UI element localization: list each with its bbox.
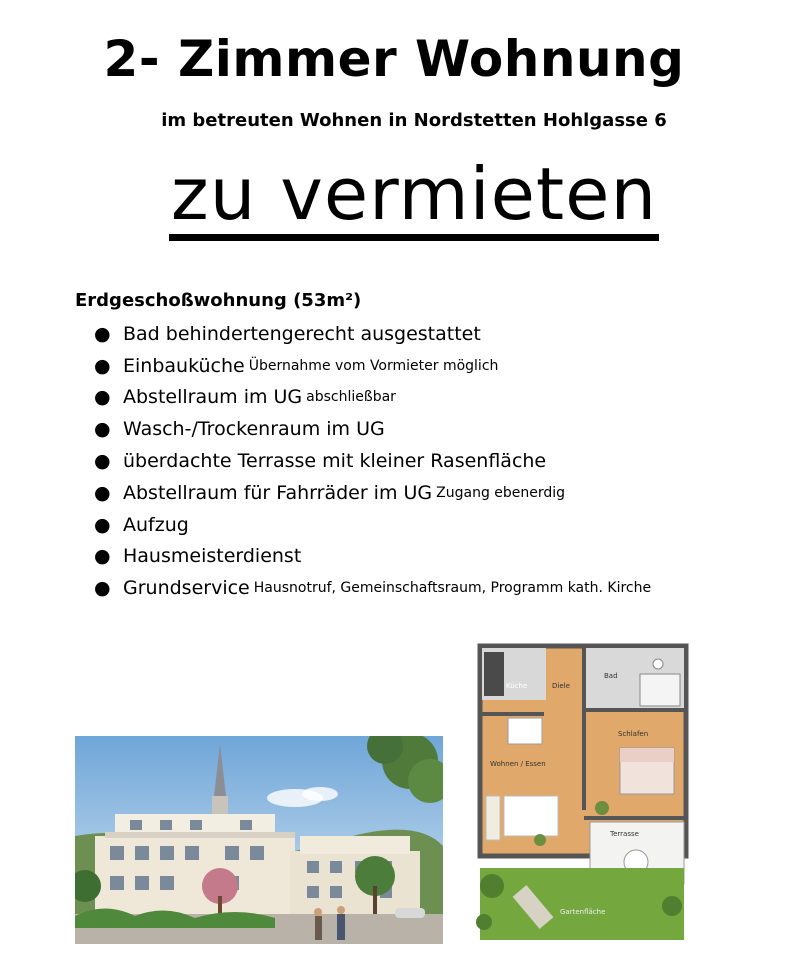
list-item [94, 477, 651, 509]
list-item [94, 541, 651, 573]
bullet-icon: ● [94, 577, 111, 600]
list-item [94, 572, 651, 604]
feature-text: Bad behindertengerecht ausgestattet [123, 322, 481, 345]
room-label-bedroom: Schlafen [618, 730, 649, 738]
page-title: 2- Zimmer Wohnung [103, 30, 685, 88]
section-title: Erdgeschoßwohnung (53m²) [75, 290, 362, 311]
bullet-icon: ● [94, 450, 111, 473]
room-label-terrace: Terrasse [610, 830, 639, 838]
headline [0, 154, 788, 241]
feature-note: abschließbar [306, 389, 396, 406]
feature-note: Zugang ebenerdig [436, 484, 566, 501]
list-item [94, 350, 651, 382]
bullet-icon: ● [94, 418, 111, 441]
list-item [94, 509, 651, 541]
list-item [94, 445, 651, 477]
room-label-hall: Diele [552, 682, 570, 690]
floorplan-illustration [444, 636, 710, 946]
bullet-icon: ● [94, 386, 111, 409]
feature-text: Einbauküche [123, 354, 245, 377]
room-label-bath: Bad [604, 672, 618, 680]
room-label-kitchen: Küche [506, 682, 528, 690]
feature-text: Abstellraum im UG [123, 386, 303, 409]
building-image [75, 736, 443, 944]
bullet-icon: ● [94, 513, 111, 536]
headline-text: zu vermieten [169, 154, 659, 241]
feature-list [94, 318, 651, 604]
bullet-icon: ● [94, 481, 111, 504]
list-item [94, 413, 651, 445]
building-illustration [75, 736, 443, 944]
bullet-icon: ● [94, 545, 111, 568]
list-item [94, 382, 651, 414]
room-label-garden: Gartenfläche [560, 908, 606, 916]
feature-text: Abstellraum für Fahrräder im UG [123, 481, 433, 504]
feature-text: Aufzug [123, 513, 189, 536]
room-label-living: Wohnen / Essen [490, 760, 546, 768]
feature-note: Hausnotruf, Gemeinschaftsraum, Programm kath. Kirche [253, 580, 652, 597]
feature-text: Wasch-/Trockenraum im UG [123, 418, 385, 441]
feature-text: überdachte Terrasse mit kleiner Rasenfläche [123, 450, 547, 473]
floorplan-image [444, 636, 710, 946]
feature-text: Grundservice [123, 577, 250, 600]
feature-text: Hausmeisterdienst [123, 545, 302, 568]
bullet-icon: ● [94, 322, 111, 345]
list-item [94, 318, 651, 350]
page-subtitle: im betreuten Wohnen in Nordstetten Hohlgasse 6 [161, 110, 667, 131]
feature-note: Übernahme vom Vormieter möglich [248, 357, 499, 374]
bullet-icon: ● [94, 354, 111, 377]
